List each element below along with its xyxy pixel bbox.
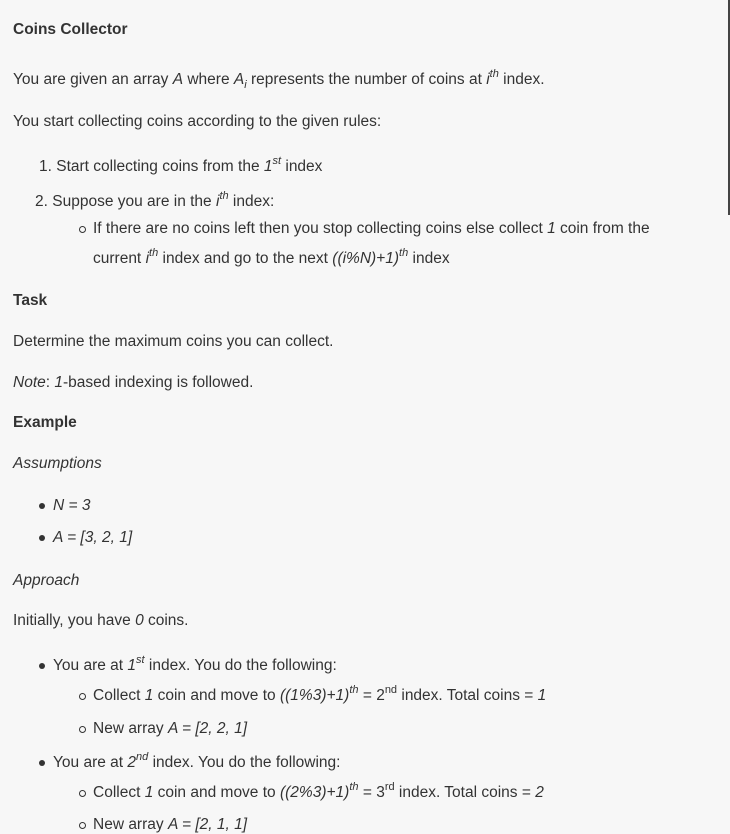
- text: Initially, you have: [13, 612, 136, 629]
- list-number: 2.: [35, 193, 48, 210]
- text: :: [45, 374, 55, 391]
- var: i: [145, 250, 150, 267]
- circle-bullet-icon: [79, 693, 86, 700]
- text: index and go to the next: [158, 250, 333, 267]
- task-text: Determine the maximum coins you can collect.: [13, 333, 334, 350]
- text: You are at: [53, 754, 128, 771]
- var: 1: [54, 374, 63, 391]
- step-2: [53, 751, 341, 772]
- rule-2: [35, 190, 275, 211]
- array-value: A = [2, 1, 1]: [167, 816, 248, 833]
- text: coins.: [143, 612, 189, 629]
- superscript: th: [399, 247, 409, 259]
- var: 2: [127, 754, 137, 771]
- text: You are at: [53, 657, 128, 674]
- rule-2-detail-line2: [93, 247, 450, 268]
- text: where: [183, 71, 234, 88]
- var: 1: [263, 158, 273, 175]
- bullet-icon: [39, 535, 45, 541]
- text: Start collecting coins from the: [56, 158, 264, 175]
- assumption-n: N = 3: [53, 497, 91, 514]
- expression: ((i%N)+1): [332, 250, 400, 267]
- note-label: Note: [13, 374, 46, 391]
- list-number: 1.: [39, 158, 52, 175]
- text: Suppose you are in the: [52, 193, 216, 210]
- step-1: [53, 654, 337, 675]
- var: i: [215, 193, 220, 210]
- example-heading: Example: [13, 414, 77, 431]
- intro-paragraph: [13, 68, 545, 92]
- superscript: rd: [384, 781, 395, 793]
- bullet-icon: [39, 760, 45, 766]
- var: 3: [376, 784, 385, 801]
- text: =: [358, 687, 377, 704]
- step-1-array: [93, 720, 247, 738]
- superscript: nd: [136, 751, 149, 763]
- text: current: [93, 250, 146, 267]
- page-title: Coins Collector: [13, 21, 128, 38]
- array-value: A = [2, 2, 1]: [167, 720, 248, 737]
- initial-coins: [13, 612, 189, 630]
- circle-bullet-icon: [79, 790, 86, 797]
- superscript: st: [136, 654, 145, 666]
- step-2-array: [93, 816, 247, 834]
- text: index: [408, 250, 450, 267]
- text: index: [281, 158, 323, 175]
- var: 1: [547, 220, 556, 237]
- text: Collect: [93, 784, 145, 801]
- expression: ((2%3)+1): [279, 784, 350, 801]
- approach-heading: Approach: [13, 572, 80, 589]
- var: 2: [535, 784, 544, 801]
- superscript: th: [489, 68, 499, 80]
- var-i: i: [486, 71, 490, 88]
- text: index:: [228, 193, 275, 210]
- text: represents the number of coins at: [246, 71, 487, 88]
- text: New array: [93, 720, 168, 737]
- superscript: th: [349, 684, 359, 696]
- text: coin from the: [555, 220, 650, 237]
- expression: ((1%3)+1): [279, 687, 350, 704]
- rules-intro: You start collecting coins according to the given rules:: [13, 113, 382, 130]
- circle-bullet-icon: [79, 726, 86, 733]
- text: index. You do the following:: [144, 657, 337, 674]
- var: 1: [537, 687, 547, 704]
- text: index.: [498, 71, 545, 88]
- var: 1: [127, 657, 137, 674]
- text: -based indexing is followed.: [63, 374, 254, 391]
- superscript: st: [272, 155, 282, 167]
- text: You are given an array: [13, 71, 173, 88]
- text: index. Total coins =: [397, 687, 538, 704]
- var: 1: [144, 687, 154, 704]
- text: New array: [93, 816, 168, 833]
- step-2-move: [93, 781, 544, 802]
- var-ai: A: [233, 71, 245, 88]
- text: Collect: [93, 687, 145, 704]
- assumption-a: A = [3, 2, 1]: [53, 529, 133, 546]
- superscript: nd: [384, 684, 398, 696]
- superscript: th: [219, 190, 229, 202]
- text: If there are no coins left then you stop collecting coins else collect: [93, 220, 548, 237]
- text: coin and move to: [153, 687, 280, 704]
- subscript: i: [244, 79, 247, 92]
- note: [13, 374, 253, 392]
- text: coin and move to: [153, 784, 280, 801]
- circle-bullet-icon: [79, 822, 86, 829]
- bullet-icon: [39, 663, 45, 669]
- superscript: th: [149, 247, 159, 259]
- bullet-icon: [39, 503, 45, 509]
- text: index. You do the following:: [148, 754, 341, 771]
- superscript: th: [349, 781, 359, 793]
- var: 2: [376, 687, 385, 704]
- text: index. Total coins =: [394, 784, 536, 801]
- rule-1: [39, 155, 323, 176]
- circle-bullet-icon: [79, 226, 86, 233]
- var-a: A: [172, 71, 184, 88]
- rule-2-detail-line1: [93, 220, 650, 238]
- task-heading: Task: [13, 292, 48, 309]
- assumptions-heading: Assumptions: [13, 455, 102, 472]
- var: 1: [144, 784, 154, 801]
- var: 0: [135, 612, 144, 629]
- text: =: [358, 784, 377, 801]
- step-1-move: [93, 684, 547, 705]
